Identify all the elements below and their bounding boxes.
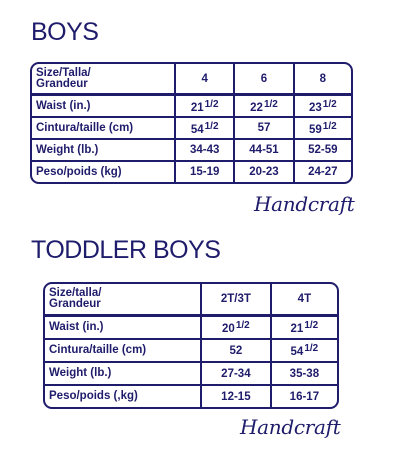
table-cell (202, 317, 272, 340)
table-cell (295, 96, 351, 118)
boys-heading: BOYS (31, 18, 99, 46)
size-column-header: 4T (272, 284, 337, 317)
cell-value: 24-27 (308, 166, 338, 178)
table-cell (295, 140, 351, 162)
cell-value: 23 (308, 101, 322, 114)
row-label: Waist (in.) (32, 96, 176, 118)
fraction-superscript: 1/2 (322, 98, 337, 110)
table-row (32, 118, 351, 140)
size-column-header: 6 (235, 64, 294, 96)
cell-value: 20-23 (249, 166, 279, 178)
table-cell (202, 340, 272, 363)
table-header-row (32, 64, 351, 96)
table-body (45, 284, 337, 407)
table-cell (272, 363, 337, 386)
cell-value: 15-19 (189, 166, 220, 178)
table-row (32, 162, 351, 182)
table-row (45, 317, 337, 340)
table-cell (176, 162, 235, 182)
table-cell (202, 363, 272, 386)
row-label: Weight (lb.) (32, 140, 176, 162)
table-cell (272, 386, 337, 407)
size-column-header: 2T/3T (202, 284, 272, 317)
row-label: Peso/poids (,kg) (45, 386, 202, 407)
table-cell (202, 386, 272, 407)
cell-value: 20 (222, 323, 235, 335)
cell-value: 57 (257, 122, 271, 134)
table-body (32, 64, 351, 182)
cell-value: 44-51 (249, 144, 279, 156)
fraction-superscript: 1/2 (263, 98, 278, 110)
toddler-size-table (43, 282, 339, 409)
fraction-superscript: 1/2 (235, 320, 250, 331)
cell-value: 54 (190, 123, 204, 136)
table-cell (295, 118, 351, 140)
boys-size-table (30, 62, 353, 184)
table-cell (176, 96, 235, 118)
table-cell (295, 162, 351, 182)
table-cell (176, 118, 235, 140)
table-row (32, 140, 351, 162)
fraction-superscript: 1/2 (322, 120, 337, 132)
cell-value: 21 (290, 323, 304, 335)
table-header-row (45, 284, 337, 317)
table-row (45, 386, 337, 407)
size-header-cell: Size/Talla/ Grandeur (32, 64, 176, 96)
cell-value: 35-38 (289, 367, 320, 380)
table-cell (235, 96, 294, 118)
cell-value: 21 (190, 101, 204, 114)
table-cell (272, 340, 337, 363)
fraction-superscript: 1/2 (204, 98, 219, 110)
row-label: Peso/poids (kg) (32, 162, 176, 182)
fraction-superscript: 1/2 (304, 320, 319, 331)
size-column-header: 4 (176, 64, 235, 96)
table-cell (235, 162, 294, 182)
table-row (32, 96, 351, 118)
row-label: Cintura/taille (cm) (32, 118, 176, 140)
size-column-header: 8 (295, 64, 351, 96)
cell-value: 34-43 (189, 144, 220, 156)
table-row (45, 340, 337, 363)
row-label: Cintura/taille (cm) (45, 340, 202, 363)
toddler-boys-heading: TODDLER BOYS (31, 236, 221, 264)
cell-value: 59 (308, 123, 322, 136)
row-label: Weight (lb.) (45, 363, 202, 386)
handcraft-logo: Handcraft (240, 415, 341, 439)
row-label: Waist (in.) (45, 317, 202, 340)
table-cell (176, 140, 235, 162)
fraction-superscript: 1/2 (304, 343, 319, 354)
cell-value: 52 (229, 344, 243, 357)
table-cell (235, 140, 294, 162)
size-header-cell: Size/talla/ Grandeur (45, 284, 202, 317)
cell-value: 22 (250, 101, 263, 114)
fraction-superscript: 1/2 (204, 120, 219, 132)
table-row (45, 363, 337, 386)
table-cell (235, 118, 294, 140)
cell-value: 12-15 (221, 390, 251, 403)
cell-value: 27-34 (221, 367, 251, 380)
cell-value: 54 (290, 346, 304, 358)
table-cell (272, 317, 337, 340)
cell-value: 52-59 (308, 144, 338, 156)
handcraft-logo: Handcraft (254, 192, 355, 216)
cell-value: 16-17 (289, 390, 320, 403)
